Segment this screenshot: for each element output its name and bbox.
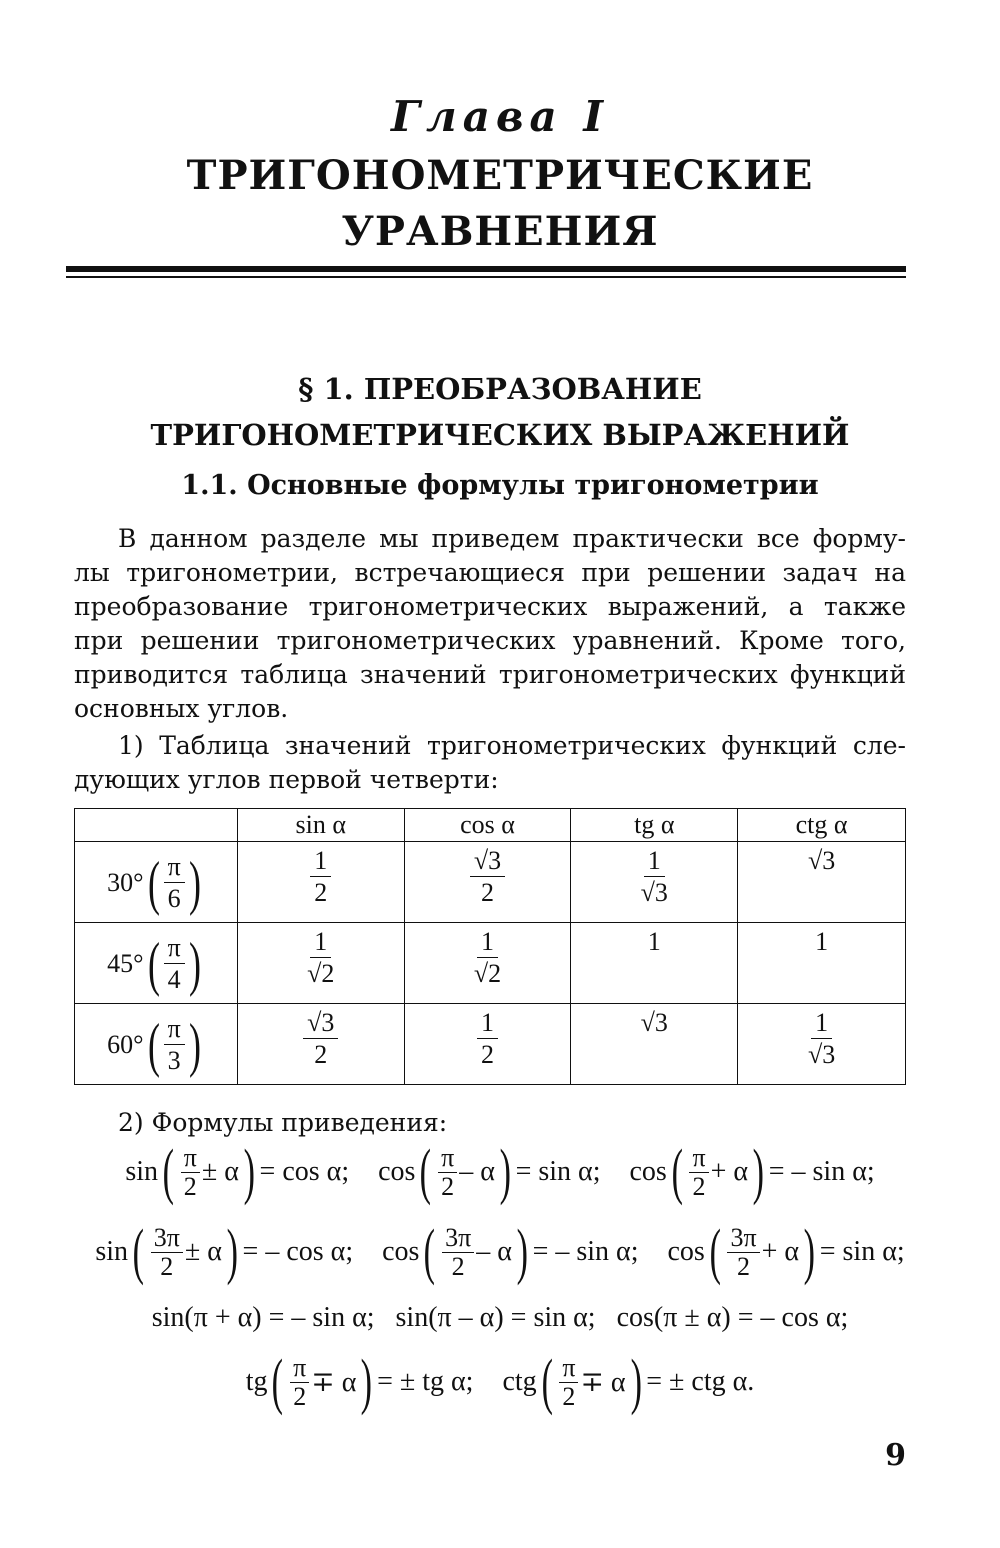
func-name: tg <box>245 1366 268 1397</box>
intro-paragraph <box>74 522 906 726</box>
func-name: cos <box>629 1156 667 1187</box>
frac-num: 1 <box>477 1008 498 1039</box>
table-row <box>75 1004 906 1085</box>
angle-rad-num: π <box>164 933 185 964</box>
chapter-title-line1: ТРИГОНОМЕТРИЧЕСКИЕ <box>186 152 814 199</box>
frac-den: 2 <box>314 1040 328 1069</box>
intro-line: приводится таблица значений тригонометрических функций <box>74 660 906 689</box>
frac-num: √3 <box>470 846 505 877</box>
formula-line-3: sin(π + α) = – sin α; sin(π – α) = sin α; cos(π ± α) = – cos α; <box>151 1302 849 1333</box>
item2-paragraph <box>74 1106 906 1140</box>
angle-cell: 30° ( $\frac{\pi}{6}$ ) <box>75 842 238 923</box>
angle-degrees: 60° <box>107 1030 144 1059</box>
frac-den: 2 <box>293 1381 307 1411</box>
formula-rhs: = cos α; <box>259 1156 350 1187</box>
section-title-line1: § 1. ПРЕОБРАЗОВАНИЕ <box>298 372 702 406</box>
header-cos: cos α <box>404 809 571 842</box>
frac-den: 2 <box>692 1171 706 1201</box>
intro-line: В данном разделе мы приведем практически все форму- <box>118 524 906 553</box>
frac-den: 2 <box>562 1381 576 1411</box>
table-corner-cell <box>75 809 238 842</box>
formula: cos ( $\frac{\pi}{2}$ + α ) = – sin α; <box>629 1138 875 1206</box>
value-cell <box>738 1004 906 1085</box>
formula-op: ± α <box>201 1156 239 1187</box>
value-cell <box>237 1004 404 1085</box>
formula-rhs: = – cos α; <box>242 1236 354 1267</box>
trig-values-table <box>74 808 906 1085</box>
func-name: cos <box>667 1236 705 1267</box>
header-tg: tg α <box>571 809 738 842</box>
value-cell <box>237 842 404 923</box>
angle-rad-num: π <box>164 1014 185 1045</box>
frac-num: π <box>181 1144 200 1173</box>
func-name: sin <box>125 1156 159 1187</box>
frac-den: 2 <box>481 878 495 907</box>
formula: cos ( $\frac{3\pi}{2}$ + α ) = sin α; <box>667 1218 905 1286</box>
formula-op: ± α <box>184 1236 222 1267</box>
formula-rhs: = sin α; <box>515 1156 601 1187</box>
formula-line-1 <box>0 1138 1000 1206</box>
formula: cos ( $\frac{3\pi}{2}$ – α ) = – sin α; <box>382 1218 639 1286</box>
value-cell <box>404 1004 571 1085</box>
value-text: √3 <box>807 846 836 875</box>
formula-op: – α <box>476 1236 512 1267</box>
frac-num: π <box>559 1354 578 1383</box>
value-cell <box>738 842 906 923</box>
formula: cos ( $\frac{\pi}{2}$ – α ) = sin α; <box>378 1138 601 1206</box>
frac-den: √3 <box>640 878 668 907</box>
formula: sin ( $\frac{\pi}{2}$ ± α ) = cos α; <box>125 1138 350 1206</box>
value-cell <box>404 842 571 923</box>
item1-line: 1) Таблица значений тригонометрических функций сле- <box>118 731 906 760</box>
chapter-rule-thick <box>66 266 906 272</box>
item2-label: 2) Формулы приведения: <box>118 1108 448 1137</box>
subsection-title: 1.1. Основные формулы тригонометрии <box>181 470 819 501</box>
frac-num: 3π <box>727 1224 759 1253</box>
angle-rad-den: 4 <box>167 964 181 994</box>
frac-den: 2 <box>451 1251 465 1281</box>
angle-rad-den: 6 <box>167 883 181 913</box>
frac-den: √2 <box>307 959 335 988</box>
frac-den: 2 <box>160 1251 174 1281</box>
page-number: 9 <box>885 1438 906 1473</box>
value-cell <box>237 923 404 1004</box>
chapter-label: Глава I <box>390 92 610 141</box>
formula-op: ∓ α <box>311 1367 357 1398</box>
value-cell <box>571 1004 738 1085</box>
frac-num: 1 <box>310 846 331 877</box>
frac-den: 2 <box>314 878 328 907</box>
header-sin: sin α <box>237 809 404 842</box>
frac-num: 3π <box>151 1224 183 1253</box>
item1-line: дующих углов первой четверти: <box>74 765 499 794</box>
func-name: ctg <box>502 1366 537 1397</box>
angle-cell: 60° ( $\frac{\pi}{3}$ ) <box>75 1004 238 1085</box>
frac-den: √2 <box>473 959 502 988</box>
frac-num: π <box>438 1144 457 1173</box>
value-cell <box>404 923 571 1004</box>
frac-num: 1 <box>477 927 498 958</box>
intro-line: при решении тригонометрических уравнений. Кроме того, <box>74 626 906 655</box>
table-row <box>75 923 906 1004</box>
formula-op: ∓ α <box>580 1367 626 1398</box>
chapter-rule-thin <box>66 276 906 278</box>
frac-num: 1 <box>644 846 665 877</box>
func-name: sin <box>95 1236 129 1267</box>
formula-op: – α <box>459 1156 495 1187</box>
header-ctg: ctg α <box>738 809 906 842</box>
angle-rad-num: π <box>164 852 185 883</box>
formula: ctg ( $\frac{\pi}{2}$ ∓ α ) = ± ctg α. <box>502 1348 755 1416</box>
formula-line-4 <box>0 1348 1000 1416</box>
formula-op: + α <box>761 1236 800 1267</box>
angle-degrees: 30° <box>107 868 144 897</box>
angle-rad-den: 3 <box>167 1045 181 1075</box>
frac-den: 2 <box>481 1040 495 1069</box>
angle-cell: 45° ( $\frac{\pi}{4}$ ) <box>75 923 238 1004</box>
formula: tg ( $\frac{\pi}{2}$ ∓ α ) = ± tg α; <box>245 1348 474 1416</box>
value-text: √3 <box>640 1008 668 1037</box>
value-cell <box>738 923 906 1004</box>
formula-rhs: = – sin α; <box>532 1236 639 1267</box>
intro-line: лы тригонометрии, встречающиеся при решении задач на <box>74 558 906 587</box>
frac-num: π <box>689 1144 708 1173</box>
angle-degrees: 45° <box>107 949 144 978</box>
frac-num: √3 <box>303 1008 338 1039</box>
formula-rhs: = – sin α; <box>768 1156 875 1187</box>
frac-num: 1 <box>310 927 331 958</box>
table-row <box>75 842 906 923</box>
section-title-line2: ТРИГОНОМЕТРИЧЕСКИХ ВЫРАЖЕНИЙ <box>150 418 850 452</box>
frac-num: π <box>290 1354 309 1383</box>
table-header-row <box>75 809 906 842</box>
intro-line: преобразование тригонометрических выражений, а также <box>74 592 906 621</box>
intro-line: основных углов. <box>74 694 289 723</box>
frac-den: √3 <box>807 1040 836 1069</box>
value-cell <box>571 842 738 923</box>
frac-num: 1 <box>811 1008 832 1039</box>
formula-rhs: = ± ctg α. <box>646 1366 755 1397</box>
formula: sin ( $\frac{3\pi}{2}$ ± α ) = – cos α; <box>95 1218 354 1286</box>
formula-rhs: = ± tg α; <box>377 1366 474 1397</box>
value-cell <box>571 923 738 1004</box>
func-name: cos <box>382 1236 420 1267</box>
chapter-title-line2: УРАВНЕНИЯ <box>341 208 659 255</box>
frac-den: 2 <box>737 1251 751 1281</box>
value-text: 1 <box>815 927 829 956</box>
item1-paragraph <box>74 729 906 797</box>
formula-line-2 <box>0 1218 1000 1286</box>
formula-op: + α <box>710 1156 749 1187</box>
formula-rhs: = sin α; <box>819 1236 905 1267</box>
frac-den: 2 <box>183 1171 197 1201</box>
value-text: 1 <box>647 927 661 956</box>
frac-den: 2 <box>441 1171 455 1201</box>
frac-num: 3π <box>442 1224 474 1253</box>
func-name: cos <box>378 1156 416 1187</box>
